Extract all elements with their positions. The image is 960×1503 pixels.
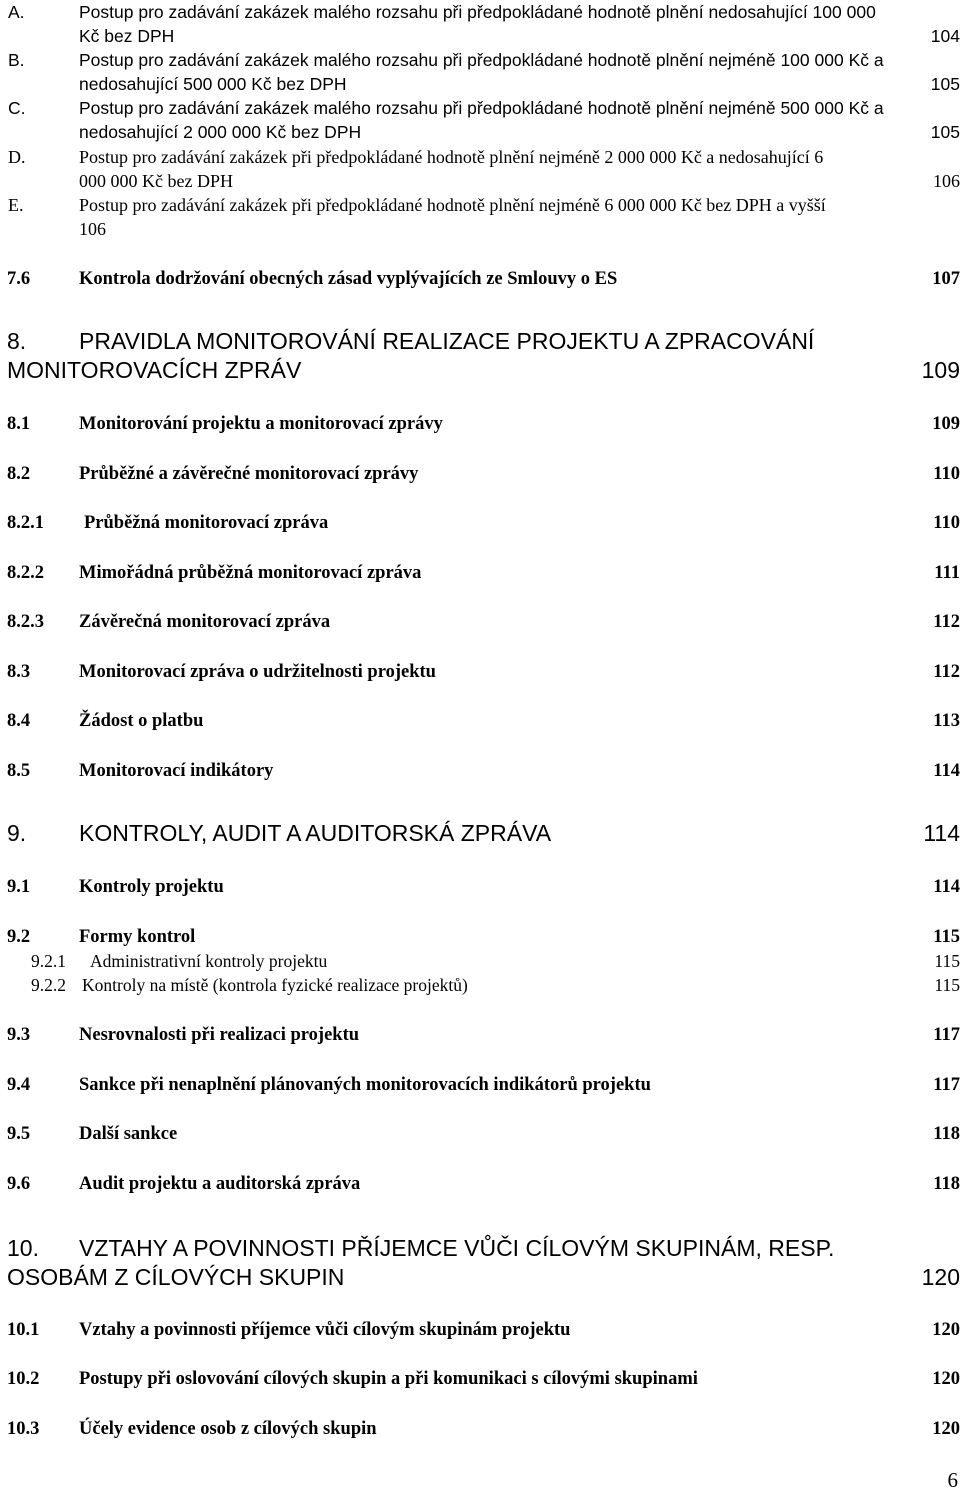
entry-number: 9.5 [7, 1124, 31, 1144]
entry-number: 8.4 [7, 711, 31, 731]
page-ref: 118 [933, 1174, 960, 1194]
list-item-text-cont: 106 [79, 219, 106, 239]
page-ref: 106 [933, 171, 960, 191]
entry-number: 10.3 [7, 1419, 40, 1439]
entry-number: 8.3 [7, 662, 31, 682]
chapter-title: PRAVIDLA MONITOROVÁNÍ REALIZACE PROJEKTU A ZPRACOVÁNÍ [79, 328, 815, 354]
entry-title: Účely evidence osob z cílových skupin [79, 1419, 377, 1439]
entry-number: 9.2 [7, 927, 31, 947]
entry-title: Monitorování projektu a monitorovací zprávy [79, 414, 443, 434]
entry-title: Průběžná monitorovací zpráva [84, 513, 329, 533]
page-ref: 115 [934, 951, 960, 971]
entry-title: Kontroly projektu [79, 877, 224, 897]
list-marker: B. [8, 50, 25, 70]
list-item-text: Postup pro zadávání zakázek malého rozsahu při předpokládané hodnotě plnění nedosahující 100 000 [79, 2, 876, 22]
page-ref: 120 [932, 1320, 960, 1340]
entry-title: Nesrovnalosti při realizaci projektu [79, 1025, 360, 1045]
page-ref: 107 [932, 269, 960, 289]
page-ref: 120 [932, 1369, 960, 1389]
list-item-text-cont: nedosahující 500 000 Kč bez DPH [79, 74, 347, 94]
entry-number: 9.3 [7, 1025, 31, 1045]
page-ref: 114 [933, 761, 960, 781]
chapter-title-cont: MONITOROVACÍCH ZPRÁV [7, 357, 302, 383]
list-marker: A. [8, 2, 25, 22]
page-ref: 117 [933, 1075, 960, 1095]
page-ref: 114 [933, 877, 960, 897]
entry-title: Závěrečná monitorovací zpráva [79, 612, 331, 632]
entry-number: 8.5 [7, 761, 31, 781]
entry-number: 8.2 [7, 464, 31, 484]
chapter-number: 10. [7, 1235, 39, 1261]
entry-number: 8.2.2 [7, 563, 44, 583]
entry-title: Sankce při nenaplnění plánovaných monitorovacích indikátorů projektu [79, 1075, 651, 1095]
list-marker: C. [8, 98, 26, 118]
entry-title: Formy kontrol [79, 927, 196, 947]
page-ref: 112 [933, 612, 960, 632]
entry-title: Administrativní kontroly projektu [90, 951, 328, 971]
chapter-number: 8. [7, 328, 27, 354]
entry-title: Monitorovací indikátory [79, 761, 274, 781]
entry-number: 8.2.3 [7, 612, 44, 632]
page-ref: 120 [932, 1419, 960, 1439]
entry-number: 9.6 [7, 1174, 31, 1194]
page-ref: 105 [930, 122, 960, 142]
list-item-text: Postup pro zadávání zakázek při předpokládané hodnotě plnění nejméně 6 000 000 Kč bez DPH a vyšší [79, 195, 826, 215]
list-item-text-cont: 000 000 Kč bez DPH [79, 171, 233, 191]
list-item-text-cont: nedosahující 2 000 000 Kč bez DPH [79, 122, 362, 142]
entry-title: Žádost o platbu [79, 711, 204, 731]
list-item-text-cont: Kč bez DPH [79, 26, 175, 46]
entry-title: Kontrola dodržování obecných zásad vyplývajících ze Smlouvy o ES [79, 269, 618, 289]
page-ref: 115 [934, 975, 960, 995]
page-ref: 110 [933, 513, 960, 533]
chapter-number: 9. [7, 820, 27, 846]
page-ref: 112 [933, 662, 960, 682]
page-ref: 120 [921, 1264, 960, 1290]
entry-title: Vztahy a povinnosti příjemce vůči cílovým skupinám projektu [79, 1320, 571, 1340]
entry-number: 8.1 [7, 414, 31, 434]
page-ref: 118 [933, 1124, 960, 1144]
entry-title: Další sankce [79, 1124, 178, 1144]
entry-title: Kontroly na místě (kontrola fyzické realizace projektů) [82, 975, 468, 995]
entry-number: 10.1 [7, 1320, 40, 1340]
entry-number: 7.6 [7, 269, 31, 289]
page-ref: 109 [932, 414, 960, 434]
chapter-title-cont: OSOBÁM Z CÍLOVÝCH SKUPIN [7, 1264, 345, 1290]
entry-number: 9.1 [7, 877, 31, 897]
page-ref: 109 [921, 357, 960, 383]
entry-number: 8.2.1 [7, 513, 44, 533]
chapter-title: KONTROLY, AUDIT A AUDITORSKÁ ZPRÁVA [79, 820, 552, 846]
list-marker: D. [8, 147, 26, 167]
list-item-text: Postup pro zadávání zakázek při předpokládané hodnotě plnění nejméně 2 000 000 Kč a nedosahující 6 [79, 147, 824, 167]
page-ref: 115 [933, 927, 960, 947]
page-ref: 111 [934, 563, 960, 583]
entry-number: 9.2.2 [31, 975, 66, 995]
entry-number: 9.2.1 [31, 951, 66, 971]
page-ref: 104 [930, 26, 960, 46]
entry-title: Mimořádná průběžná monitorovací zpráva [79, 563, 422, 583]
entry-title: Postupy při oslovování cílových skupin a při komunikaci s cílovými skupinami [79, 1369, 698, 1389]
page-number: 6 [947, 1468, 958, 1492]
entry-title: Audit projektu a auditorská zpráva [79, 1174, 361, 1194]
list-item-text: Postup pro zadávání zakázek malého rozsahu při předpokládané hodnotě plnění nejméně 100 000 Kč a [79, 50, 884, 70]
entry-number: 10.2 [7, 1369, 40, 1389]
list-item-text: Postup pro zadávání zakázek malého rozsahu při předpokládané hodnotě plnění nejméně 500 000 Kč a [79, 98, 884, 118]
list-marker: E. [8, 195, 24, 215]
page-ref: 105 [930, 74, 960, 94]
entry-title: Průběžné a závěrečné monitorovací zprávy [79, 464, 419, 484]
page-ref: 113 [933, 711, 960, 731]
entry-number: 9.4 [7, 1075, 31, 1095]
chapter-title: VZTAHY A POVINNOSTI PŘÍJEMCE VŮČI CÍLOVÝM SKUPINÁM, RESP. [79, 1235, 835, 1261]
page-ref: 114 [923, 820, 960, 846]
entry-title: Monitorovací zpráva o udržitelnosti projektu [79, 662, 436, 682]
page-ref: 117 [933, 1025, 960, 1045]
page-ref: 110 [933, 464, 960, 484]
